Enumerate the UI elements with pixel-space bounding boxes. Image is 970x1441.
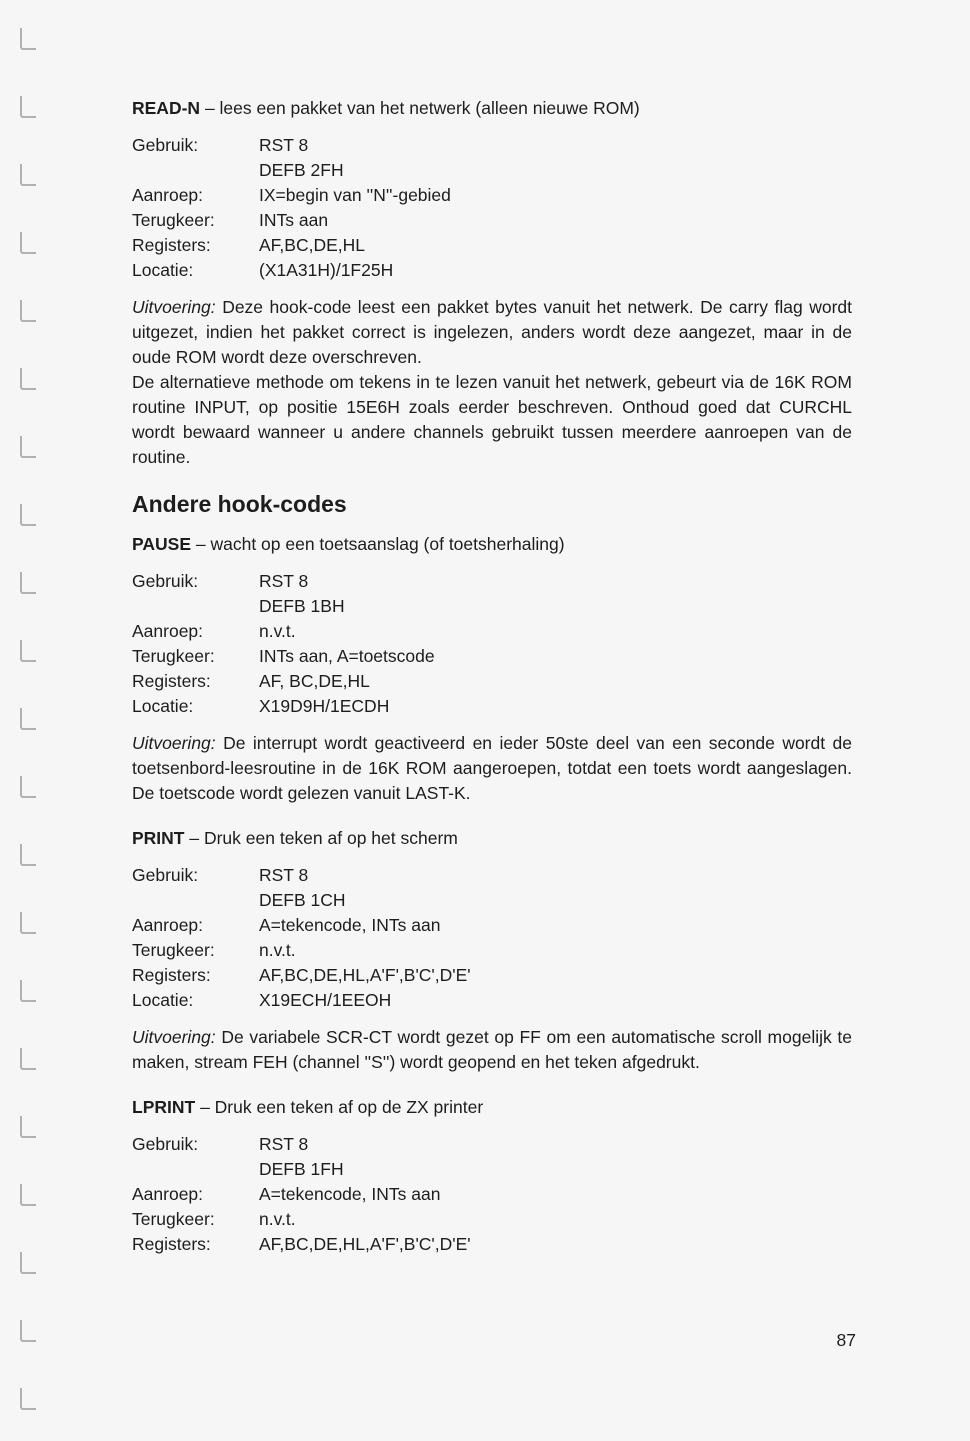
param-row	[132, 1232, 852, 1257]
binding-mark	[20, 300, 36, 322]
param-label: Registers:	[132, 671, 211, 691]
binding-mark	[20, 504, 36, 526]
param-list	[132, 863, 852, 1013]
param-label: Terugkeer:	[132, 646, 215, 666]
param-row	[132, 158, 852, 183]
description-label: Uitvoering:	[132, 733, 216, 753]
param-value: DEFB 1CH	[259, 890, 346, 910]
description-text: De variabele SCR-CT wordt gezet op FF om een automatische scroll mogelijk te maken, stream FEH (channel ''S'') wordt geopend en het teken afgedrukt.	[132, 1027, 852, 1072]
entry-heading	[132, 1095, 852, 1120]
binding-mark	[20, 1116, 36, 1138]
binding-mark	[20, 640, 36, 662]
param-value: n.v.t.	[259, 621, 296, 641]
param-value: AF,BC,DE,HL	[259, 235, 365, 255]
param-label	[132, 888, 259, 913]
param-value: RST 8	[259, 135, 309, 155]
page-number: 87	[836, 1330, 856, 1350]
param-label: Terugkeer:	[132, 210, 215, 230]
param-row	[132, 888, 852, 913]
param-label: Gebruik:	[132, 135, 199, 155]
entry-title: – Druk een teken af op het scherm	[189, 828, 458, 848]
description-text: Deze hook-code leest een pakket bytes vanuit het netwerk. De carry flag wordt uitgezet, indien het pakket correct is ingelezen, anders wordt deze aangezet, maar in de oude ROM wordt deze overschreven.	[132, 297, 852, 367]
description-label: Uitvoering:	[132, 297, 216, 317]
section-read-n	[132, 96, 852, 470]
param-label	[132, 1157, 259, 1182]
param-label: Gebruik:	[132, 1134, 199, 1154]
param-value: AF,BC,DE,HL,A'F',B'C',D'E'	[259, 1234, 471, 1254]
param-value: AF,BC,DE,HL,A'F',B'C',D'E'	[259, 965, 471, 985]
param-row	[132, 863, 852, 888]
param-value: X19D9H/1ECDH	[259, 696, 390, 716]
param-list	[132, 569, 852, 719]
param-row	[132, 233, 852, 258]
param-label: Aanroep:	[132, 621, 204, 641]
param-row	[132, 644, 852, 669]
param-row	[132, 594, 852, 619]
param-value: IX=begin van ''N''-gebied	[259, 185, 451, 205]
param-value: A=tekencode, INTs aan	[259, 1184, 441, 1204]
binding-mark	[20, 776, 36, 798]
binding-mark	[20, 912, 36, 934]
param-value: AF, BC,DE,HL	[259, 671, 370, 691]
param-list	[132, 1132, 852, 1257]
binding-mark	[20, 368, 36, 390]
param-label: Locatie:	[132, 260, 194, 280]
param-row	[132, 133, 852, 158]
param-label	[132, 594, 259, 619]
param-value: X19ECH/1EEOH	[259, 990, 392, 1010]
param-row	[132, 938, 852, 963]
section-print	[132, 826, 852, 1075]
param-value: DEFB 2FH	[259, 160, 344, 180]
entry-keyword: PRINT	[132, 828, 185, 848]
param-label: Terugkeer:	[132, 940, 215, 960]
description-label: Uitvoering:	[132, 1027, 216, 1047]
param-row	[132, 1132, 852, 1157]
binding-mark	[20, 1252, 36, 1274]
param-value: DEFB 1FH	[259, 1159, 344, 1179]
description-text: De interrupt wordt geactiveerd en ieder 50ste deel van een seconde wordt de toetsenbord-leesroutine in de 16K ROM aangeroepen, totdat een toets wordt aangeslagen. De toetscode wordt gelezen vanuit LAST-K.	[132, 733, 852, 803]
entry-heading	[132, 96, 852, 121]
binding-mark	[20, 572, 36, 594]
param-label: Terugkeer:	[132, 1209, 215, 1229]
entry-heading	[132, 532, 852, 557]
param-label: Gebruik:	[132, 865, 199, 885]
entry-description	[132, 731, 852, 806]
param-row	[132, 183, 852, 208]
param-label: Aanroep:	[132, 915, 204, 935]
param-row	[132, 208, 852, 233]
param-label: Locatie:	[132, 696, 194, 716]
param-row	[132, 913, 852, 938]
param-row	[132, 619, 852, 644]
param-list	[132, 133, 852, 283]
param-label: Locatie:	[132, 990, 194, 1010]
entry-title: – lees een pakket van het netwerk (alleen nieuwe ROM)	[204, 98, 640, 118]
param-value: INTs aan, A=toetscode	[259, 646, 435, 666]
binding-mark	[20, 436, 36, 458]
param-value: RST 8	[259, 865, 309, 885]
param-row	[132, 963, 852, 988]
param-label: Registers:	[132, 235, 211, 255]
binding-holes	[0, 0, 60, 1441]
entry-title: – Druk een teken af op de ZX printer	[200, 1097, 484, 1117]
binding-mark	[20, 232, 36, 254]
param-label: Aanroep:	[132, 185, 204, 205]
param-row	[132, 1157, 852, 1182]
section-heading: Andere hook-codes	[132, 491, 347, 517]
param-value: RST 8	[259, 571, 309, 591]
binding-mark	[20, 164, 36, 186]
param-row	[132, 1207, 852, 1232]
param-value: A=tekencode, INTs aan	[259, 915, 441, 935]
entry-keyword: LPRINT	[132, 1097, 196, 1117]
binding-mark	[20, 1048, 36, 1070]
binding-mark	[20, 708, 36, 730]
param-label: Registers:	[132, 965, 211, 985]
param-label	[132, 158, 259, 183]
param-row	[132, 694, 852, 719]
main-content	[132, 96, 852, 1277]
param-label: Registers:	[132, 1234, 211, 1254]
section-pause	[132, 532, 852, 806]
param-value: n.v.t.	[259, 940, 296, 960]
binding-mark	[20, 980, 36, 1002]
binding-mark	[20, 1320, 36, 1342]
param-row	[132, 669, 852, 694]
param-row	[132, 258, 852, 283]
param-value: RST 8	[259, 1134, 309, 1154]
param-value: (X1A31H)/1F25H	[259, 260, 394, 280]
entry-description	[132, 1025, 852, 1075]
binding-mark	[20, 1388, 36, 1410]
entry-keyword: READ-N	[132, 98, 201, 118]
entry-description	[132, 295, 852, 370]
entry-description-extra: De alternatieve methode om tekens in te lezen vanuit het netwerk, gebeurt via de 16K ROM routine INPUT, op positie 15E6H zoals eerder beschreven. Onthoud goed dat CURCHL wordt bewaard wanneer u andere channels gebruikt tussen meerdere aanroepen van de routine.	[132, 372, 852, 467]
section-lprint	[132, 1095, 852, 1257]
param-row	[132, 569, 852, 594]
param-label: Gebruik:	[132, 571, 199, 591]
binding-mark	[20, 96, 36, 118]
param-row	[132, 1182, 852, 1207]
param-value: INTs aan	[259, 210, 329, 230]
entry-keyword: PAUSE	[132, 534, 191, 554]
binding-mark	[20, 1184, 36, 1206]
entry-heading	[132, 826, 852, 851]
binding-mark	[20, 28, 36, 50]
entry-title: – wacht op een toetsaanslag (of toetsherhaling)	[195, 534, 565, 554]
param-value: n.v.t.	[259, 1209, 296, 1229]
param-label: Aanroep:	[132, 1184, 204, 1204]
param-row	[132, 988, 852, 1013]
param-value: DEFB 1BH	[259, 596, 345, 616]
binding-mark	[20, 844, 36, 866]
